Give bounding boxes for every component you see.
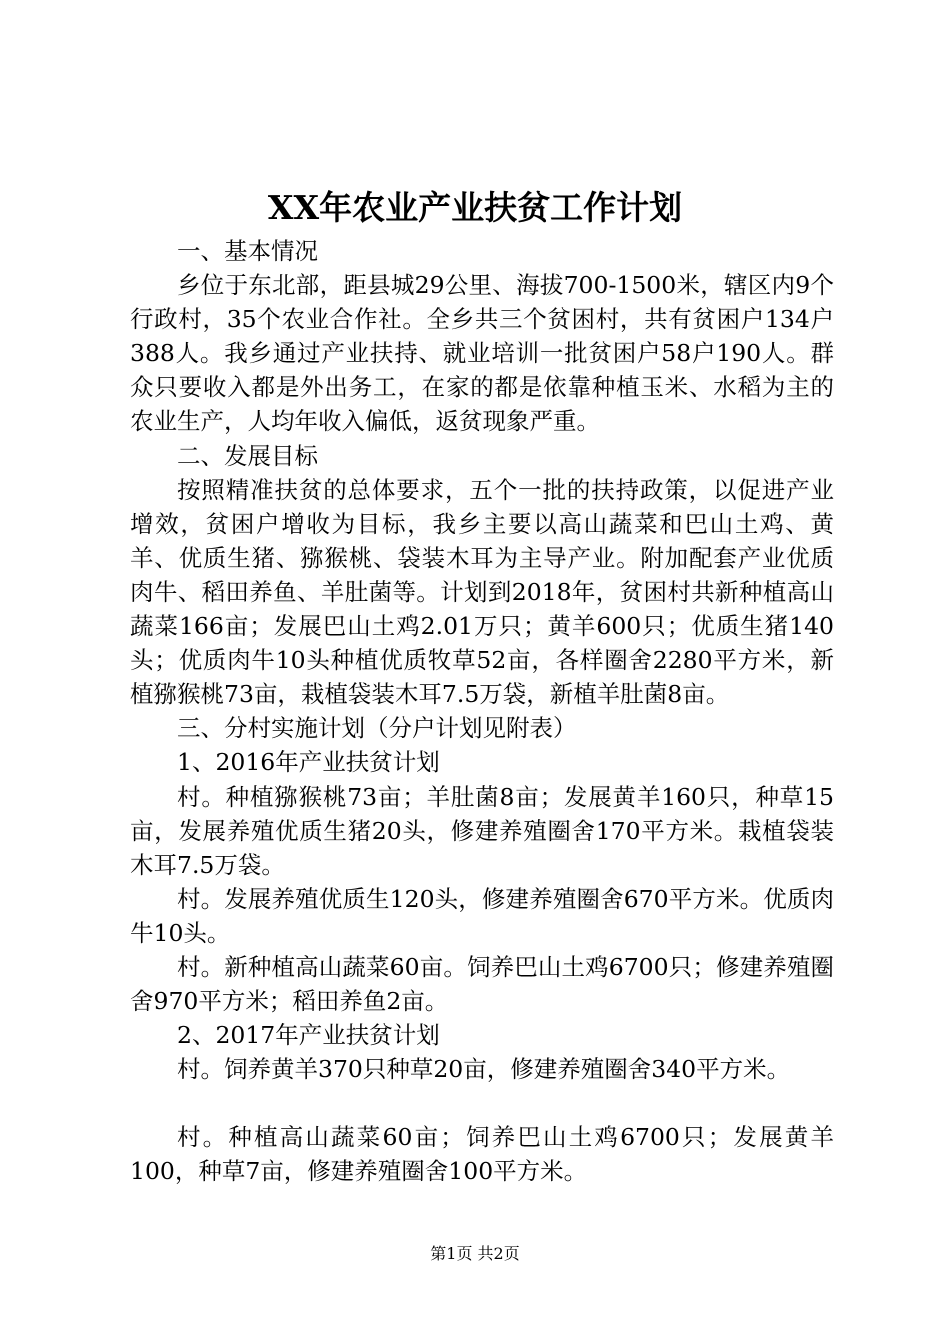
section-heading-goals: 二、发展目标: [177, 441, 318, 470]
paragraph-village-1: 村。种植猕猴桃73亩；羊肚菌8亩；发展黄羊160只，种草15亩，发展养殖优质生猪20头，修建养殖圈舍170平方米。栽植袋装木耳7.5万袋。: [130, 782, 834, 879]
document-title: XX年农业产业扶贫工作计划: [267, 188, 683, 227]
paragraph-village-3: 村。新种植高山蔬菜60亩。饲养巴山土鸡6700只；修建养殖圈舍970平方米；稻田养鱼2亩。: [130, 952, 834, 1016]
subheading-2017-plan: 2、2017年产业扶贫计划: [177, 1021, 440, 1050]
section-heading-village-plan: 三、分村实施计划（分户计划见附表）: [177, 714, 577, 743]
page-footer: 第1页 共2页: [430, 1244, 520, 1263]
section-heading-basic-info: 一、基本情况: [177, 237, 318, 265]
document-body: [130, 234, 834, 1189]
blank-line: [130, 1086, 834, 1120]
paragraph-goals: 按照精准扶贫的总体要求，五个一批的扶持政策，以促进产业增效，贫困户增收为目标，我乡主要以高山蔬菜和巴山土鸡、黄羊、优质生猪、猕猴桃、袋装木耳为主导产业。附加配套产业优质肉牛、稻田养鱼、羊肚菌等。计划到2018年，贫困村共新种植高山蔬菜166亩；发展巴山土鸡2.01万只；黄羊600只；优质生猪140头；优质肉牛10头种植优质牧草52亩，各样圈舍2280平方米，新植猕猴桃73亩，栽植袋装木耳7.5万袋，新植羊肚菌8亩。: [130, 475, 834, 709]
subheading-2016-plan: 1、2016年产业扶贫计划: [177, 748, 440, 777]
paragraph-village-5: 村。种植高山蔬菜60亩；饲养巴山土鸡6700只；发展黄羊100，种草7亩，修建养殖圈舍100平方米。: [130, 1123, 834, 1186]
paragraph-basic-info: 乡位于东北部，距县城29公里、海拔700-1500米，辖区内9个行政村，35个农业合作社。全乡共三个贫困村，共有贫困户134户388人。我乡通过产业扶持、就业培训一批贫困户58户190人。群众只要收入都是外出务工，在家的都是依靠种植玉米、水稻为主的农业生产，人均年收入偏低，返贫现象严重。: [130, 271, 834, 436]
paragraph-village-4: 村。饲养黄羊370只种草20亩，修建养殖圈舍340平方米。: [177, 1055, 791, 1084]
paragraph-village-2: 村。发展养殖优质生120头，修建养殖圈舍670平方米。优质肉牛10头。: [130, 884, 834, 947]
